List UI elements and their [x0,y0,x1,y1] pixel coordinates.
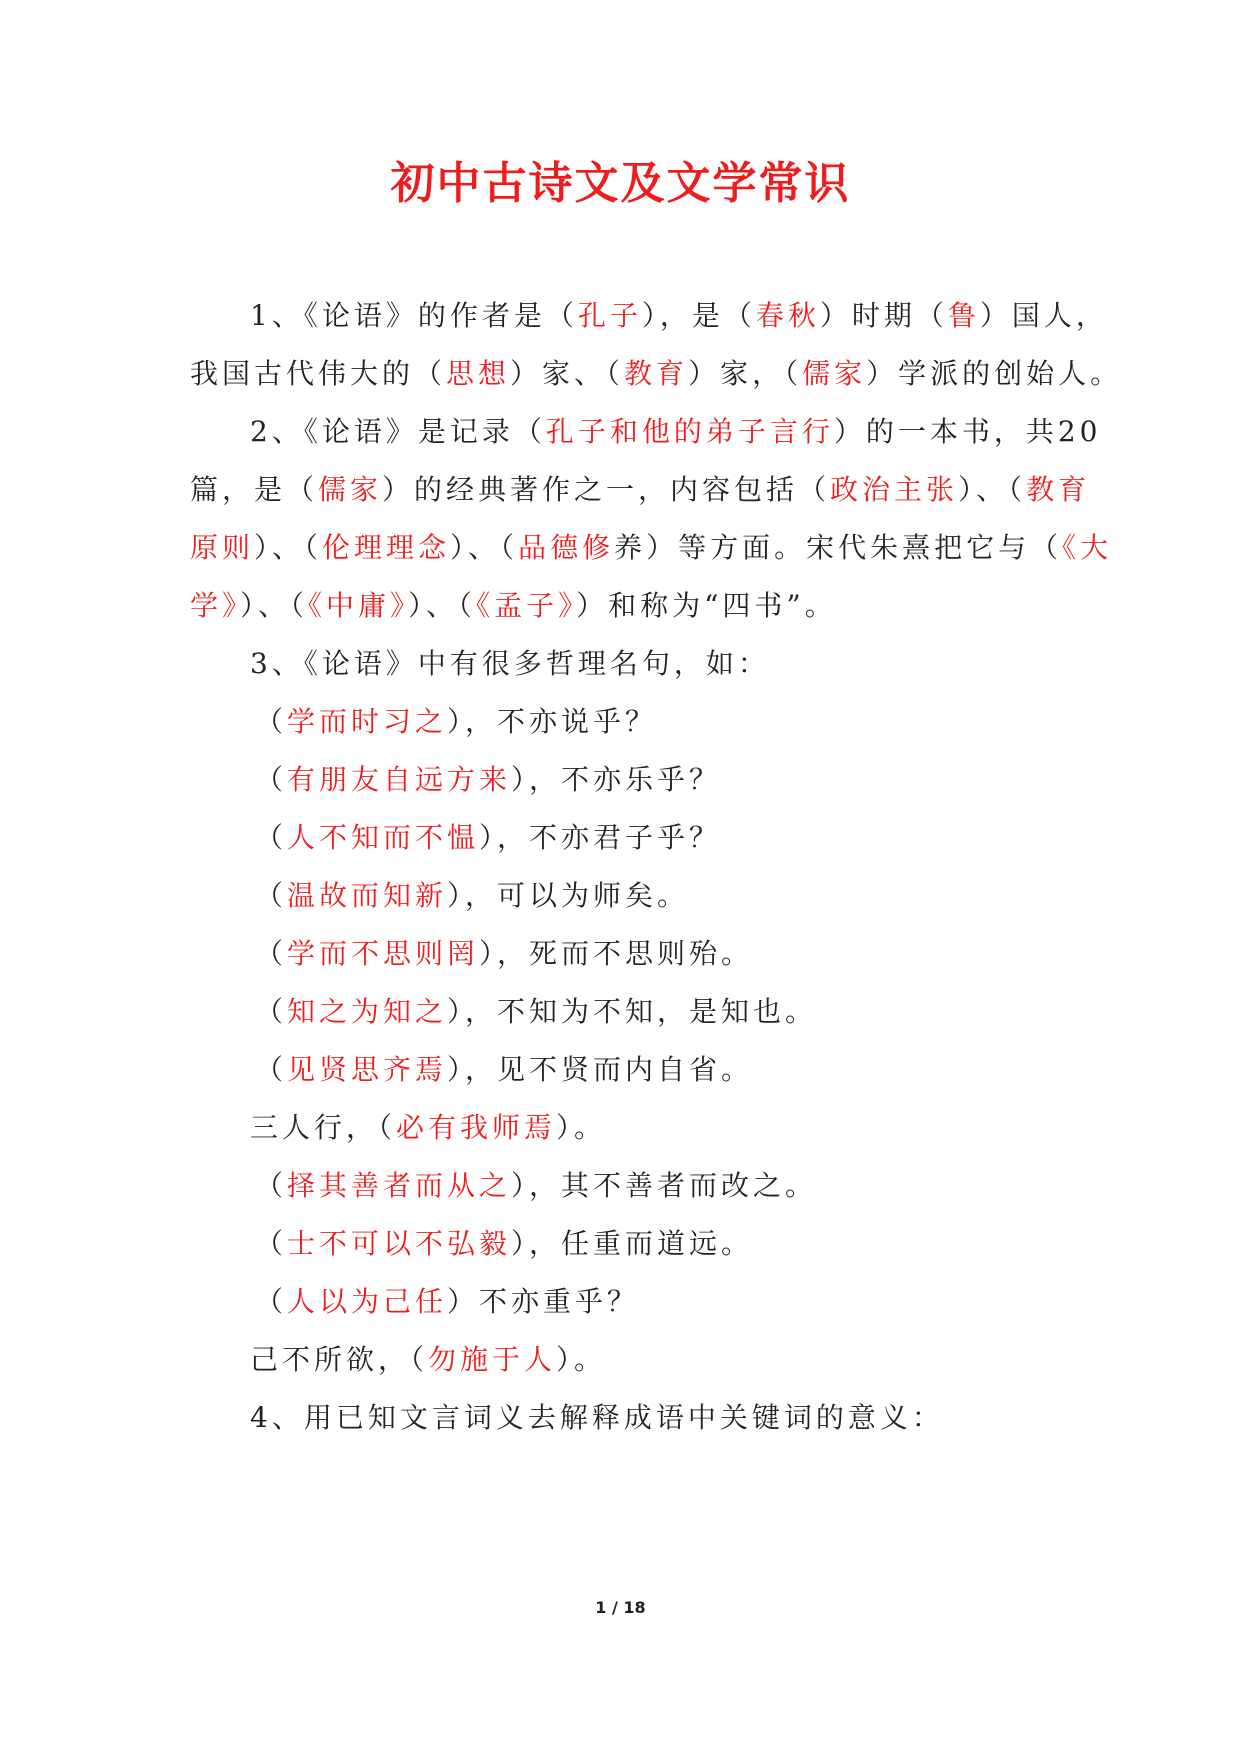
body-text: 2、《论语》是记录（ [250,415,546,448]
quote-line [250,1096,606,1160]
quote-line [255,922,753,986]
body-text: 1、《论语》的作者是（ [250,299,578,332]
answer-text: 择其善者而从之 [287,1169,512,1202]
quote-line [255,1212,753,1276]
body-text: 己不所欲，（ [250,1343,429,1376]
answer-text: 勿施于人 [428,1343,557,1376]
body-text: （ [255,1053,288,1086]
answer-text: 士不可以不弘毅 [287,1227,512,1260]
quote-line [255,690,657,754]
quote-line [255,748,721,812]
body-text: ）、（ [254,531,323,564]
quote-line [250,1328,606,1392]
answer-text: 学而不思则罔 [287,937,480,970]
body-text: ）、（ [450,531,519,564]
body-text: （ [255,1169,288,1202]
quote-line [255,980,817,1044]
body-text: ）学派的创始人。 [866,357,1123,390]
body-text: ），不亦乐乎？ [511,763,722,796]
body-text: 我国古代伟大的（ [190,357,447,390]
answer-text: 品德修 [518,531,615,564]
body-text: ）时期（ [819,299,948,332]
answer-text: 必有我师焉 [396,1111,557,1144]
quote-line [255,1270,639,1334]
body-text: ）、（ [240,589,309,622]
answer-text: 儒家 [318,473,383,506]
quote-line [255,864,689,928]
answer-text: 《大 [1062,531,1113,564]
answer-text: 春秋 [755,299,820,332]
answer-text: 伦理理念 [322,531,451,564]
body-text: ）的经典著作之一，内容包括（ [382,473,831,506]
body-text: 3、《论语》中有很多哲理名句，如： [250,647,770,680]
answer-text: 学》 [190,589,241,622]
body-text: ）、（ [958,473,1027,506]
body-text: ），不知为不知，是知也。 [447,995,818,1028]
text-line [190,458,1090,522]
answer-text: 孔子和他的弟子言行 [545,415,834,448]
answer-text: 思想 [446,357,511,390]
body-text: ），死而不思则殆。 [479,937,754,970]
text-line [190,342,1122,406]
body-text: ），不亦君子乎？ [479,821,722,854]
page-number: 1 / 18 [595,1598,646,1617]
body-text: 三人行，（ [250,1111,397,1144]
body-text: ），可以为师矣。 [447,879,690,912]
page-title: 初中古诗文及文学常识 [390,158,851,209]
text-line [250,632,770,696]
answer-text: 人以为己任 [287,1285,448,1318]
body-text: ），见不贤而内自省。 [447,1053,754,1086]
answer-text: 《孟子》 [476,589,577,622]
quote-line [255,1154,817,1218]
body-text: （ [255,879,288,912]
text-line [250,400,1101,464]
body-text: ）。 [556,1343,607,1376]
body-text: （ [255,937,288,970]
answer-text: 教育 [624,357,689,390]
body-text: ）的一本书，共20 [833,415,1102,448]
body-text: ）家、（ [510,357,625,390]
answer-text: 《中庸》 [308,589,409,622]
body-text: 4、用已知文言词义去解释成语中关键词的意义： [250,1401,944,1434]
body-text: 篇，是（ [190,473,319,506]
text-line [250,284,1108,348]
answer-text: 温故而知新 [287,879,448,912]
text-line [190,574,837,638]
body-text: ）、（ [408,589,477,622]
body-text: （ [255,1285,288,1318]
body-text: （ [255,705,288,738]
body-text: ）国人， [979,299,1108,332]
answer-text: 人不知而不愠 [287,821,480,854]
answer-text: 有朋友自远方来 [287,763,512,796]
body-text: （ [255,995,288,1028]
body-text: （ [255,763,288,796]
answer-text: 孔子 [577,299,642,332]
body-text: （ [255,1227,288,1260]
answer-text: 原则 [190,531,255,564]
quote-line [255,1038,753,1102]
body-text: ），不亦说乎？ [447,705,658,738]
body-text: ）。 [556,1111,607,1144]
body-text: ）和称为“四书”。 [576,589,837,622]
answer-text: 见贤思齐焉 [287,1053,448,1086]
answer-text: 鲁 [947,299,980,332]
answer-text: 儒家 [802,357,867,390]
body-text: ），其不善者而改之。 [511,1169,818,1202]
body-text: ）不亦重乎？ [447,1285,640,1318]
answer-text: 学而时习之 [287,705,448,738]
answer-text: 知之为知之 [287,995,448,1028]
body-text: ），是（ [641,299,756,332]
body-text: ）家，（ [688,357,803,390]
body-text: （ [255,821,288,854]
body-text: 养）等方面。宋代朱熹把它与（ [614,531,1063,564]
text-line [190,516,1112,580]
body-text: ），任重而道远。 [511,1227,754,1260]
answer-text: 政治主张 [830,473,959,506]
text-line [250,1386,944,1450]
quote-line [255,806,721,870]
answer-text: 教育 [1026,473,1091,506]
